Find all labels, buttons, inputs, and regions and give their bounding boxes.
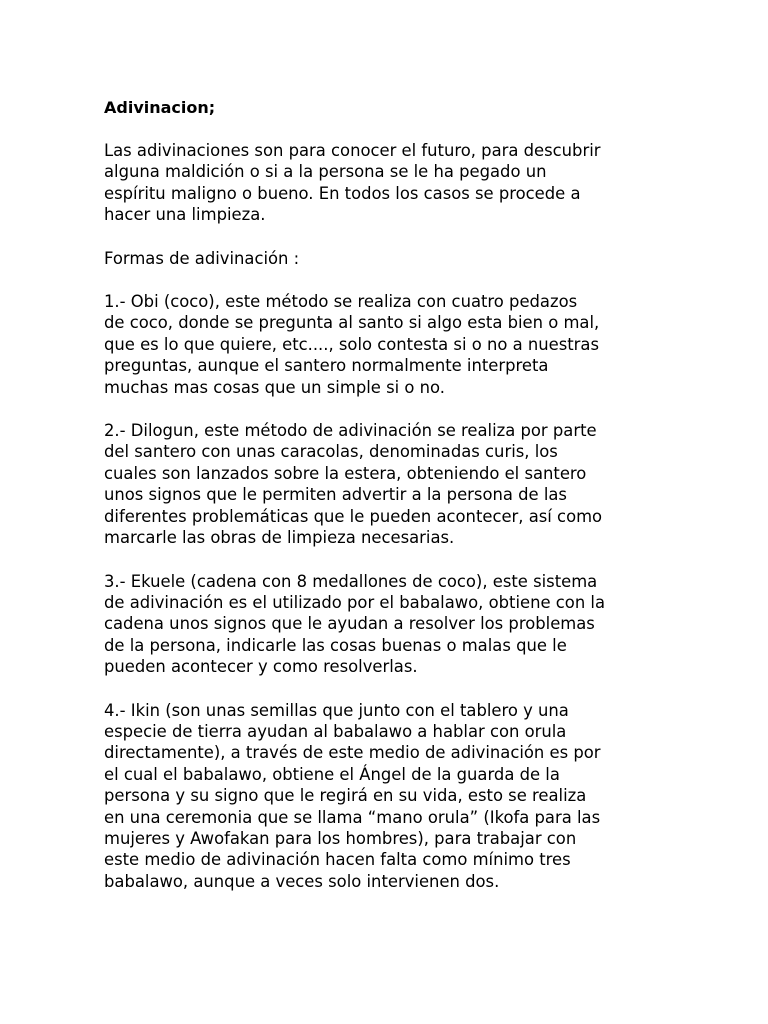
text-line: de la persona, indicarle las cosas buenas o malas que le bbox=[104, 635, 567, 655]
text-line: de coco, donde se pregunta al santo si algo esta bien o mal, bbox=[104, 313, 600, 333]
text-line: cadena unos signos que le ayudan a resolver los problemas bbox=[104, 614, 595, 634]
text-line: persona y su signo que le regirá en su vida, esto se realiza bbox=[104, 786, 587, 806]
paragraph-item-3 bbox=[104, 571, 674, 678]
text-line: el cual el babalawo, obtiene el Ángel de la guarda de la bbox=[104, 764, 560, 784]
text-line: 3.- Ekuele (cadena con 8 medallones de coco), este sistema bbox=[104, 571, 598, 591]
document-page bbox=[104, 97, 674, 914]
paragraph-item-4 bbox=[104, 700, 674, 893]
paragraph-item-2 bbox=[104, 420, 674, 548]
text-line: especie de tierra ayudan al babalawo a hablar con orula bbox=[104, 721, 567, 741]
text-line: en una ceremonia que se llama “mano orula” (Ikofa para las bbox=[104, 807, 601, 827]
text-line: babalawo, aunque a veces solo intervienen dos. bbox=[104, 871, 500, 891]
paragraph-item-1 bbox=[104, 291, 674, 398]
text-line: muchas mas cosas que un simple si o no. bbox=[104, 377, 445, 397]
text-line: mujeres y Awofakan para los hombres), para trabajar con bbox=[104, 828, 577, 848]
paragraph-section-heading bbox=[104, 248, 674, 269]
text-line: Las adivinaciones son para conocer el futuro, para descubrir bbox=[104, 141, 601, 160]
paragraph-intro bbox=[104, 140, 674, 226]
text-line: diferentes problemáticas que le pueden acontecer, así como bbox=[104, 506, 603, 526]
text-line: 4.- Ikin (son unas semillas que junto con el tablero y una bbox=[104, 700, 569, 720]
text-line: pueden acontecer y como resolverlas. bbox=[104, 657, 418, 677]
text-line: este medio de adivinación hacen falta como mínimo tres bbox=[104, 850, 571, 870]
text-line: de adivinación es el utilizado por el babalawo, obtiene con la bbox=[104, 592, 606, 612]
document-title: Adivinacion; bbox=[104, 98, 216, 117]
text-line: unos signos que le permiten advertir a la persona de las bbox=[104, 485, 567, 505]
text-line: del santero con unas caracolas, denominadas curis, los bbox=[104, 442, 558, 462]
text-line: 2.- Dilogun, este método de adivinación se realiza por parte bbox=[104, 421, 597, 441]
text-line: alguna maldición o si a la persona se le ha pegado un bbox=[104, 162, 547, 182]
text-line: 1.- Obi (coco), este método se realiza con cuatro pedazos bbox=[104, 292, 578, 312]
text-line: espíritu maligno o bueno. En todos los casos se procede a bbox=[104, 183, 581, 203]
text-line: marcarle las obras de limpieza necesarias. bbox=[104, 528, 455, 548]
text-line: hacer una limpieza. bbox=[104, 205, 266, 225]
text-line: preguntas, aunque el santero normalmente interpreta bbox=[104, 356, 549, 376]
text-line: Formas de adivinación : bbox=[104, 248, 300, 268]
text-line: que es lo que quiere, etc...., solo contesta si o no a nuestras bbox=[104, 334, 599, 354]
text-line: cuales son lanzados sobre la estera, obteniendo el santero bbox=[104, 463, 587, 483]
text-line: directamente), a través de este medio de adivinación es por bbox=[104, 743, 601, 763]
